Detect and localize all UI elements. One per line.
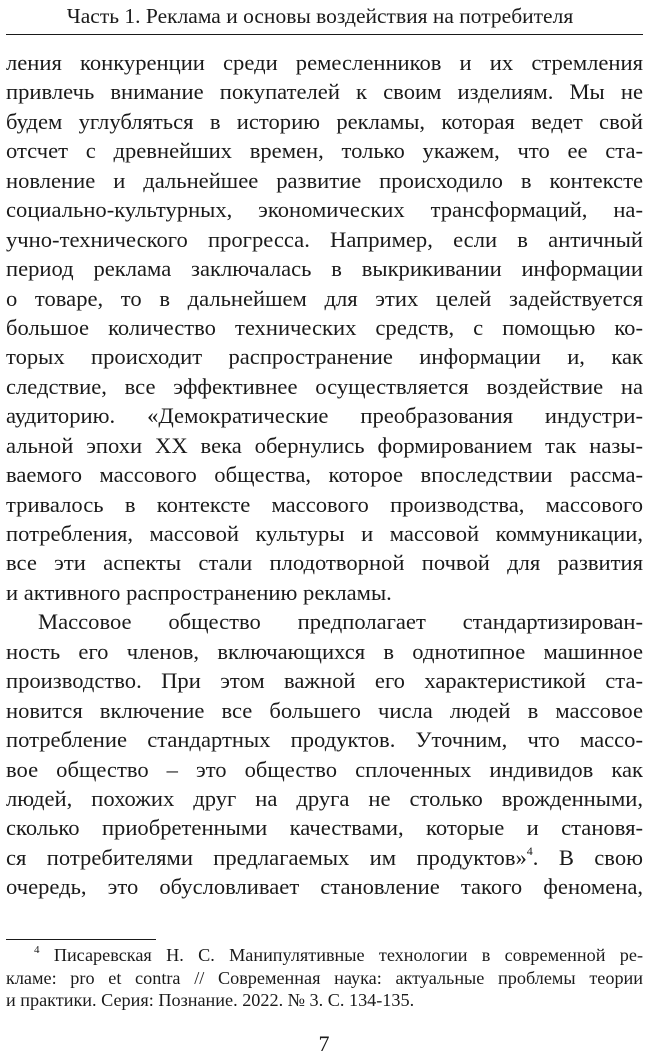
footnote-mark: 4	[34, 943, 40, 956]
text-line-with-footnote-ref	[6, 843, 643, 872]
footnote-line	[6, 944, 643, 967]
text-line: период реклама заключалась в выкрикивании информации	[6, 256, 643, 282]
text-line: следствие, все эффективнее осуществляется воздействие на	[6, 373, 643, 399]
text-line: потребления, массовой культуры и массовой коммуникации,	[6, 521, 643, 546]
footnote-rule	[6, 939, 156, 940]
text-line: учно-технического прогресса. Например, если в античный	[6, 226, 643, 252]
footnote-reference[interactable]: 4	[526, 844, 533, 859]
header-rule	[6, 34, 643, 35]
text-line: потребление стандартных продуктов. Уточним, что массо-	[6, 727, 643, 753]
text-line: людей, похожих друг на друга не столько врожденными,	[6, 785, 643, 811]
text-segment: ся потребителями предлагаемых им продуктов»	[6, 844, 527, 870]
text-line: аудиторию. «Демократические преобразования индустри-	[6, 403, 643, 429]
text-line: вое общество – это общество сплоченных индивидов как	[6, 756, 643, 782]
text-line: сколько приобретенными качествами, которые и становя-	[6, 815, 643, 841]
page-number: 7	[318, 1031, 330, 1056]
text-line: ления конкуренции среди ремесленников и их стремления	[6, 50, 643, 75]
text-line: все эти аспекты стали плодотворной почвой для развития	[6, 550, 643, 576]
text-line: о товаре, то в дальнейшем для этих целей задействуется	[6, 285, 643, 311]
text-line: и активного распространению рекламы.	[6, 579, 392, 605]
text-line: привлечь внимание покупателей к своим изделиям. Мы не	[6, 79, 643, 105]
text-line: тривалось в контексте массового производства, массового	[6, 491, 643, 517]
footnote-line: и практики. Серия: Познание. 2022. № 3. С. 134-135.	[6, 990, 415, 1010]
text-line: торых происходит распространение информации и, как	[6, 344, 643, 370]
text-line: альной эпохи XX века обернулись формированием так назы-	[6, 432, 643, 458]
footnote-line: кламе: pro et contra // Современная наука: актуальные проблемы теории	[6, 967, 643, 988]
text-line: большое количество технических средств, с помощью ко-	[6, 314, 643, 340]
text-line: Массовое общество предполагает стандартизирован-	[38, 609, 643, 635]
text-line: производство. При этом важной его характеристикой ста-	[6, 668, 643, 694]
text-line: социально-культурных, экономических трансформаций, на-	[6, 197, 643, 223]
footnote-text: Писаревская Н. С. Манипулятивные технологии в современной ре-	[39, 945, 643, 965]
text-line: ность его членов, включающихся в однотипное машинное	[6, 638, 643, 664]
text-segment: . В свою	[532, 844, 643, 870]
running-header: Часть 1. Реклама и основы воздействия на потребителя	[66, 4, 574, 28]
text-line: отсчет с древнейших времен, только укажем, что ее ста-	[6, 138, 643, 164]
text-line: новится включение все большего числа людей в массовое	[6, 697, 643, 723]
main-text	[6, 48, 643, 902]
text-line: ваемого массового общества, которое впоследствии рассма-	[6, 462, 643, 488]
footnote	[6, 944, 643, 1012]
text-line: очередь, это обусловливает становление такого феномена,	[6, 874, 643, 900]
text-line: будем углубляться в историю рекламы, которая ведет свой	[6, 108, 643, 134]
text-line: новление и дальнейшее развитие происходило в контексте	[6, 167, 643, 193]
